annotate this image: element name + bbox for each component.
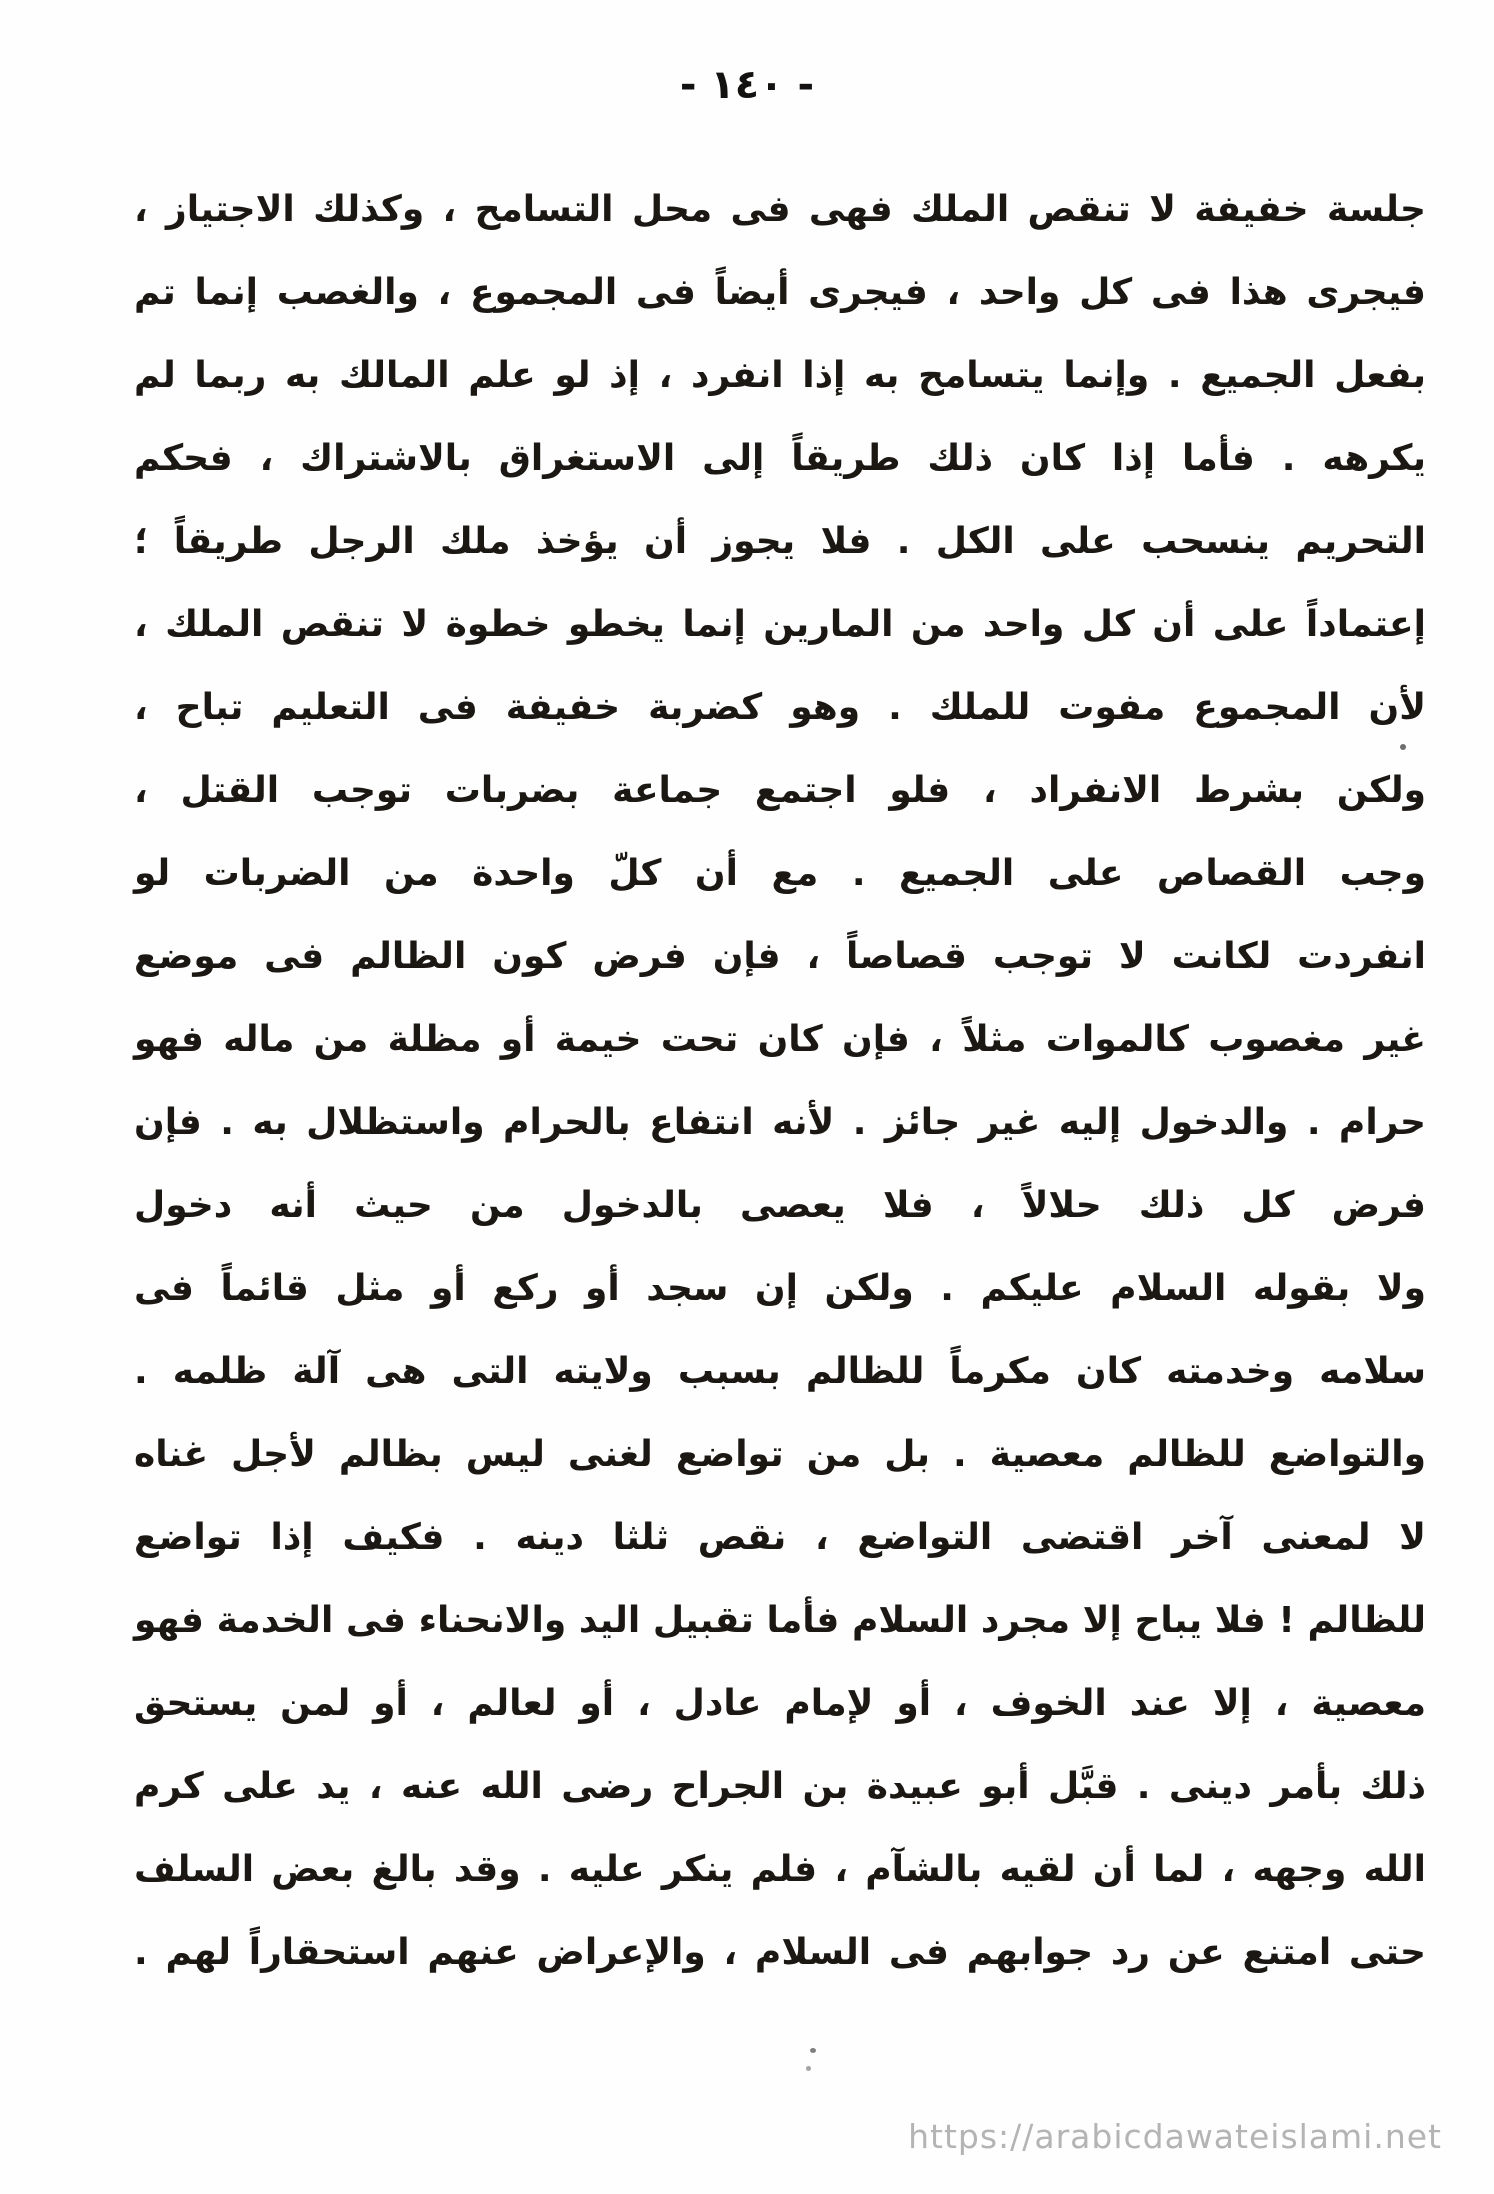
text-line: ولا بقوله السلام عليكم . ولكن إن سجد أو ركع أو مثل قائماً فى [134, 1268, 1426, 1309]
text-line: التحريم ينسحب على الكل . فلا يجوز أن يؤخذ ملك الرجل طريقاً ؛ [134, 521, 1426, 562]
text-line: حتى امتنع عن رد جوابهم فى السلام ، والإعراض عنهم استحقاراً لهم . [134, 1932, 1426, 1973]
text-line: ذلك بأمر دينى . قبَّل أبو عبيدة بن الجراح رضى الله عنه ، يد على كرم [134, 1766, 1426, 1807]
text-line: والتواضع للظالم معصية . بل من تواضع لغنى ليس بظالم لأجل غناه [134, 1434, 1426, 1475]
text-line: جلسة خفيفة لا تنقص الملك فهى فى محل التسامح ، وكذلك الاجتياز ، [134, 189, 1426, 230]
text-line: سلامه وخدمته كان مكرماً للظالم بسبب ولايته التى هى آلة ظلمه . [134, 1351, 1426, 1392]
text-line: للظالم ! فلا يباح إلا مجرد السلام فأما تقبيل اليد والانحناء فى الخدمة فهو [134, 1600, 1426, 1641]
text-line: فرض كل ذلك حلالاً ، فلا يعصى بالدخول من حيث أنه دخول [134, 1185, 1426, 1226]
text-line: لأن المجموع مفوت للملك . وهو كضربة خفيفة فى التعليم تباح ، [134, 687, 1426, 728]
text-line: الله وجهه ، لما أن لقيه بالشآم ، فلم ينكر عليه . وقد بالغ بعض السلف [134, 1849, 1426, 1890]
text-line: بفعل الجميع . وإنما يتسامح به إذا انفرد ، إذ لو علم المالك به ربما لم [134, 355, 1426, 396]
scan-speck [810, 2048, 816, 2053]
text-line: حرام . والدخول إليه غير جائز . لأنه انتفاع بالحرام واستظلال به . فإن [134, 1102, 1426, 1143]
watermark-url: https://arabicdawateislami.net [908, 2117, 1442, 2156]
text-line: يكرهه . فأما إذا كان ذلك طريقاً إلى الاستغراق بالاشتراك ، فحكم [134, 438, 1426, 479]
text-line: وجب القصاص على الجميع . مع أن كلّ واحدة من الضربات لو [134, 853, 1426, 894]
page-number: - ١٤٠ - [679, 62, 815, 108]
text-line: انفردت لكانت لا توجب قصاصاً ، فإن فرض كون الظالم فى موضع [134, 936, 1426, 977]
scan-speck [1400, 744, 1406, 750]
body-text-block [134, 168, 1426, 1994]
text-line: لا لمعنى آخر اقتضى التواضع ، نقص ثلثا دينه . فكيف إذا تواضع [134, 1517, 1426, 1558]
text-line: فيجرى هذا فى كل واحد ، فيجرى أيضاً فى المجموع ، والغصب إنما تم [134, 272, 1426, 313]
text-line: غير مغصوب كالموات مثلاً ، فإن كان تحت خيمة أو مظلة من ماله فهو [134, 1019, 1426, 1060]
text-line: إعتماداً على أن كل واحد من المارين إنما يخطو خطوة لا تنقص الملك ، [134, 604, 1426, 645]
scan-speck [806, 2066, 811, 2071]
text-line: معصية ، إلا عند الخوف ، أو لإمام عادل ، أو لعالم ، أو لمن يستحق [134, 1683, 1426, 1724]
text-line: ولكن بشرط الانفراد ، فلو اجتمع جماعة بضربات توجب القتل ، [134, 770, 1426, 811]
